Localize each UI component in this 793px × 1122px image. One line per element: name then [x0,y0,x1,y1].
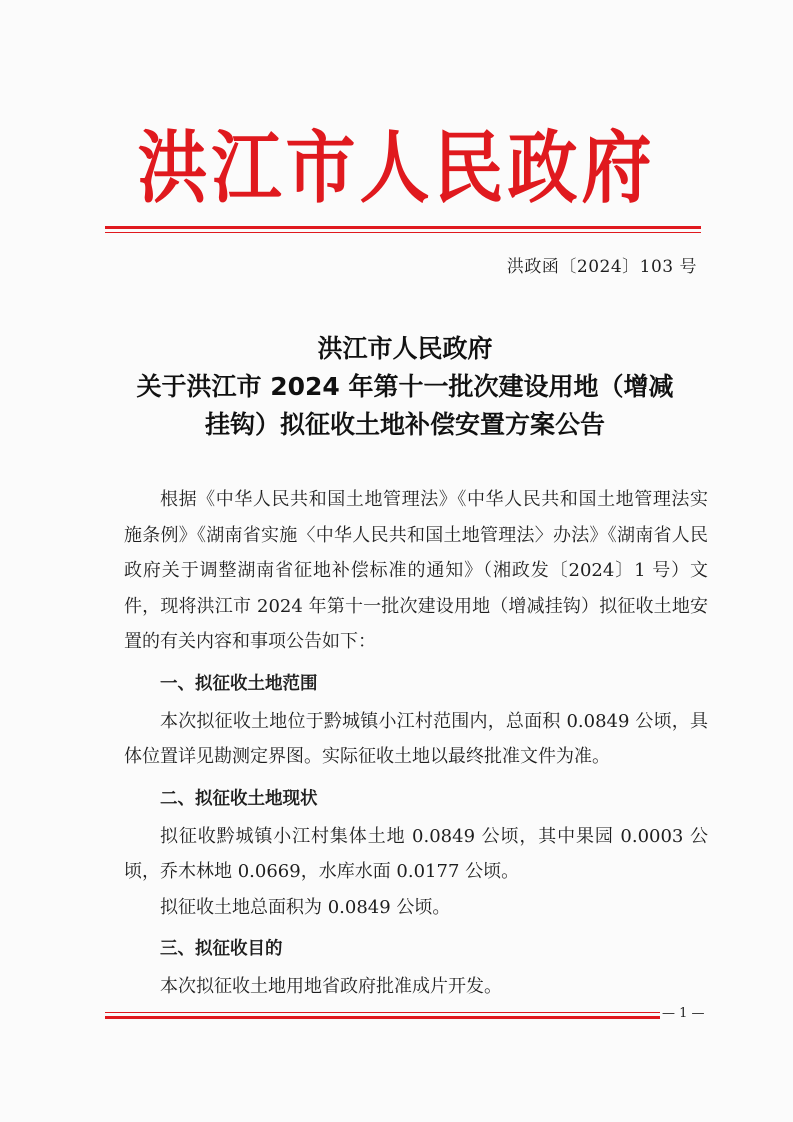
section-heading-purpose: 三、拟征收目的 [160,939,283,959]
footer-red-rule-thick [105,1016,701,1019]
title-line-2: 关于洪江市 2024 年第十一批次建设用地（增减 [136,372,674,401]
intro-paragraph: 根据《中华人民共和国土地管理法》《中华人民共和国土地管理法实施条例》《湖南省实施〈中华人民共和国土地管理法〉办法》《湖南省人民政府关于调整湖南省征地补偿标准的通知》（湘政发〔2024〕1 号）文件，现将洪江市 2024 年第十一批次建设用地（增减挂钩）拟征收土地安置的有关内容和事项公告如下： [124,489,708,652]
section-heading-status: 二、拟征收土地现状 [160,788,318,809]
footer-red-rule-thin [105,1012,701,1013]
masthead-title: 洪江市人民政府 [137,122,656,214]
title-line-3: 挂钩）拟征收土地补偿安置方案公告 [204,410,605,439]
section-paragraph-scope: 本次拟征收土地位于黔城镇小江村范围内，总面积 0.0849 公顷，具体位置详见勘测定界图。实际征收土地以最终批准文件为准。 [124,710,708,767]
masthead-red-rule-thick [105,226,701,229]
masthead-red-rule-thin [105,232,701,233]
document-body [124,482,708,1005]
title-line-1: 洪江市人民政府 [317,334,493,363]
document-title [100,330,710,444]
section-paragraph-purpose: 本次拟征收土地用地省政府批准成片开发。 [160,976,502,997]
section-paragraph-status: 拟征收黔城镇小江村集体土地 0.0849 公顷，其中果园 0.0003 公顷，乔木林地 0.0669，水库水面 0.0177 公顷。 [124,825,708,882]
section-heading-scope: 一、拟征收土地范围 [160,673,318,694]
section-paragraph-total-area: 拟征收土地总面积为 0.0849 公顷。 [160,896,451,918]
document-number: 洪政函〔2024〕103 号 [506,257,697,277]
page-number: — 1 — [660,1004,707,1024]
